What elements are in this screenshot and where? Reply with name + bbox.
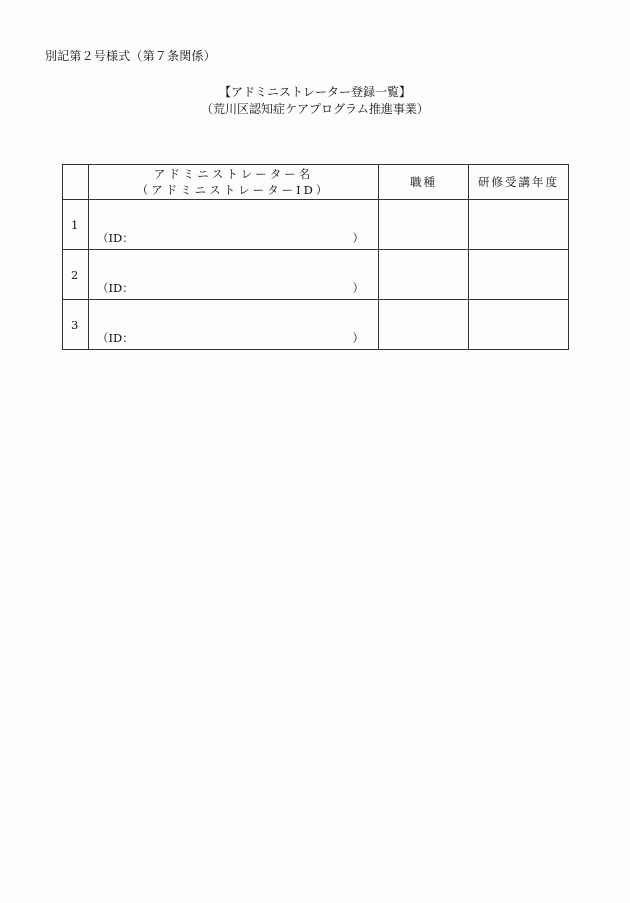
header-number — [63, 165, 89, 200]
name-cell[interactable] — [89, 300, 379, 350]
job-cell[interactable] — [379, 300, 469, 350]
header-administrator-name — [89, 165, 379, 200]
row-number: 2 — [63, 250, 89, 300]
header-training-year: 研修受講年度 — [469, 165, 569, 200]
document-title: 【アドミニストレーター登録一覧】 — [218, 85, 411, 99]
table-header-row — [63, 165, 569, 200]
id-line — [97, 330, 364, 346]
job-cell[interactable] — [379, 200, 469, 250]
id-close: ） — [352, 231, 364, 245]
table-row — [63, 300, 569, 350]
id-line — [97, 280, 364, 296]
table-row — [63, 200, 569, 250]
year-cell[interactable] — [469, 200, 569, 250]
id-line — [97, 230, 364, 246]
header-name-line2: （アドミニストレーターID） — [136, 183, 331, 197]
name-cell[interactable] — [89, 200, 379, 250]
id-close: ） — [352, 281, 364, 295]
administrator-table — [62, 164, 569, 350]
id-open: （ID： — [97, 331, 134, 345]
id-close: ） — [352, 331, 364, 345]
id-open: （ID： — [97, 231, 134, 245]
table-row — [63, 250, 569, 300]
header-job: 職種 — [379, 165, 469, 200]
job-cell[interactable] — [379, 250, 469, 300]
row-number: 3 — [63, 300, 89, 350]
year-cell[interactable] — [469, 300, 569, 350]
document-subtitle: （荒川区認知症ケアプログラム推進事業） — [201, 102, 429, 116]
row-number: 1 — [63, 200, 89, 250]
form-label: 別記第２号様式（第７条関係） — [45, 49, 216, 63]
name-cell[interactable] — [89, 250, 379, 300]
id-open: （ID： — [97, 281, 134, 295]
year-cell[interactable] — [469, 250, 569, 300]
header-name-line1: アドミニストレーター名 — [153, 167, 314, 181]
